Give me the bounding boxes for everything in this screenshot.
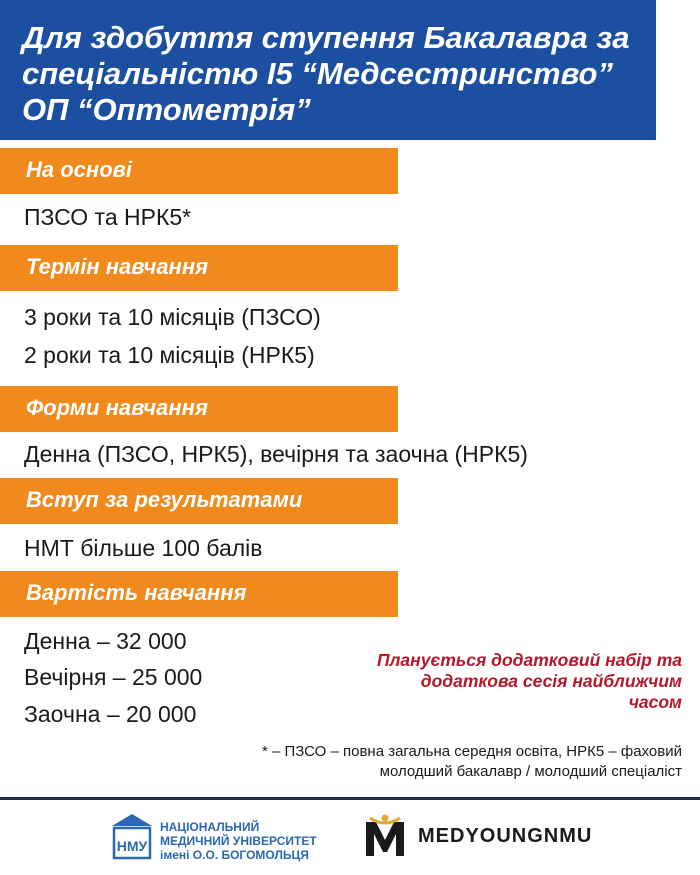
- note-line: додаткова сесія найближчим: [420, 671, 682, 691]
- duration-text: 2 роки та 10 місяців (НРК5): [24, 342, 315, 368]
- footer-divider: [0, 797, 700, 800]
- section-bar-admission: [0, 478, 398, 524]
- page-title: [22, 20, 642, 128]
- cost-text: Денна – 32 000: [24, 628, 187, 654]
- footnote-line: * – ПЗСО – повна загальна середня освіта, НРК5 – фаховий: [261, 743, 682, 760]
- university-emblem-icon: [110, 812, 154, 862]
- cost-text: Вечірня – 25 000: [24, 664, 203, 690]
- university-logo: [110, 812, 370, 862]
- note-line: часом: [628, 692, 682, 712]
- medyoung-emblem-icon: [360, 812, 410, 862]
- title-line: ОП “Оптометрія”: [22, 92, 311, 127]
- admission-text: НМТ більше 100 балів: [24, 535, 263, 561]
- section-label: Форми навчання: [26, 395, 208, 420]
- section-label: На основі: [26, 157, 133, 182]
- university-name: [160, 820, 375, 862]
- university-name-line: імені О.О. БОГОМОЛЬЦЯ: [160, 848, 309, 862]
- medyoung-logo: [360, 812, 600, 862]
- section-bar-cost: [0, 571, 398, 617]
- section-label: Вартість навчання: [26, 580, 247, 605]
- basis-text: ПЗСО та НРК5*: [24, 204, 192, 230]
- section-bar-duration: [0, 245, 398, 291]
- forms-text: Денна (ПЗСО, НРК5), вечірня та заочна (НРК5): [24, 441, 528, 467]
- note-line: Планується додатковий набір та: [376, 650, 682, 670]
- university-name-line: МЕДИЧНИЙ УНІВЕРСИТЕТ: [160, 834, 317, 848]
- additional-enrollment-note: [320, 650, 682, 713]
- footnote: [140, 742, 682, 782]
- university-mark: НМУ: [116, 838, 148, 854]
- section-bar-basis: [0, 148, 398, 194]
- cost-text: Заочна – 20 000: [24, 701, 197, 727]
- medyoung-name: MEDYOUNGNMU: [418, 825, 593, 847]
- section-bar-forms: [0, 386, 398, 432]
- footnote-line: молодший бакалавр / молодший спеціаліст: [379, 763, 682, 780]
- duration-text: 3 роки та 10 місяців (ПЗСО): [24, 304, 321, 330]
- header-banner: [0, 0, 656, 140]
- section-label: Вступ за результатами: [26, 487, 303, 512]
- section-label: Термін навчання: [26, 254, 209, 279]
- title-line: Для здобуття ступення Бакалавра за: [22, 20, 630, 55]
- university-name-line: НАЦІОНАЛЬНИЙ: [160, 820, 260, 834]
- title-line: спеціальністю І5 “Медсестринство”: [22, 56, 613, 91]
